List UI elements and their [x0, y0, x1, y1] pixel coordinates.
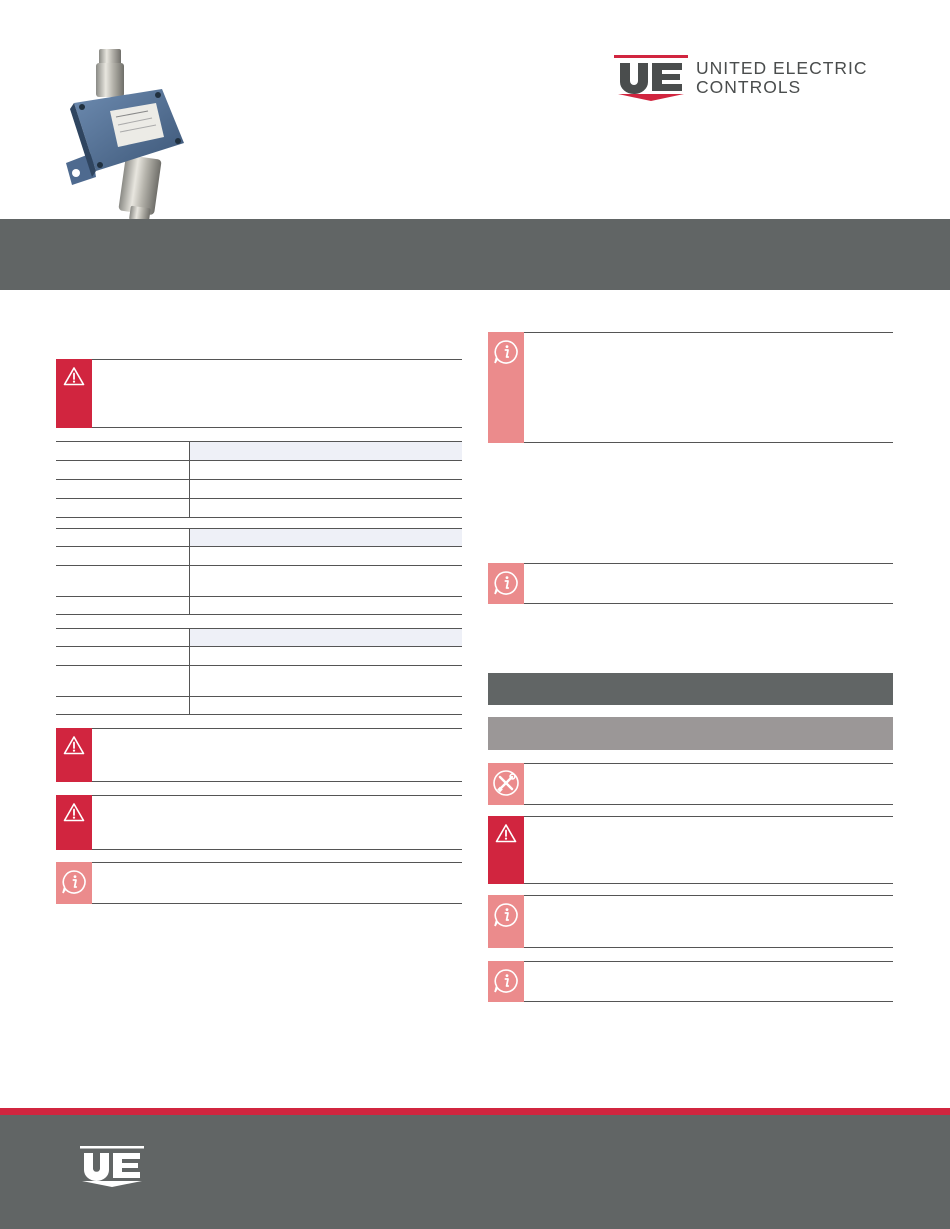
table-row — [56, 480, 462, 499]
info-speech-bubble-icon — [60, 868, 88, 896]
table-row — [56, 647, 462, 666]
info-callout — [488, 563, 893, 604]
warning-callout — [488, 816, 893, 884]
info-icon-box — [488, 332, 524, 443]
info-callout — [488, 895, 893, 948]
info-callout — [56, 862, 462, 904]
subsection-header-bar — [488, 717, 893, 750]
section-header-bar — [488, 673, 893, 705]
info-speech-bubble-icon — [492, 569, 520, 597]
warning-icon-box — [488, 816, 524, 884]
info-speech-bubble-icon — [492, 901, 520, 929]
info-icon-box — [488, 895, 524, 948]
warning-triangle-icon — [63, 735, 85, 755]
table-row — [56, 442, 462, 461]
table-row — [56, 629, 462, 647]
tools-callout — [488, 763, 893, 805]
info-speech-bubble-icon — [492, 967, 520, 995]
table-row — [56, 529, 462, 547]
warning-icon-box — [56, 359, 92, 428]
table-row — [56, 697, 462, 715]
table-row — [56, 547, 462, 566]
warning-callout — [56, 795, 462, 850]
table-row — [56, 499, 462, 518]
info-icon-box — [56, 862, 92, 904]
warning-icon-box — [56, 795, 92, 850]
logo-mark — [614, 55, 688, 101]
info-callout — [488, 332, 893, 443]
wrench-screwdriver-icon — [492, 769, 520, 797]
info-speech-bubble-icon — [492, 338, 520, 366]
info-callout — [488, 961, 893, 1002]
warning-callout — [56, 359, 462, 428]
info-icon-box — [488, 563, 524, 604]
warning-icon-box — [56, 728, 92, 782]
tools-icon-box — [488, 763, 524, 805]
company-logo — [614, 55, 894, 101]
warning-triangle-icon — [495, 823, 517, 843]
table-row — [56, 597, 462, 615]
warning-triangle-icon — [63, 802, 85, 822]
warning-callout — [56, 728, 462, 782]
table-row — [56, 666, 462, 697]
title-band — [0, 219, 950, 290]
footer-accent-stripe — [0, 1108, 950, 1115]
product-photo — [52, 45, 202, 225]
footer-logo — [80, 1146, 144, 1188]
warning-triangle-icon — [63, 366, 85, 386]
company-name — [696, 59, 868, 97]
table-row — [56, 566, 462, 597]
company-name-line2: CONTROLS — [696, 77, 802, 97]
table-row — [56, 461, 462, 480]
company-name-line1: UNITED ELECTRIC — [696, 58, 868, 78]
info-icon-box — [488, 961, 524, 1002]
